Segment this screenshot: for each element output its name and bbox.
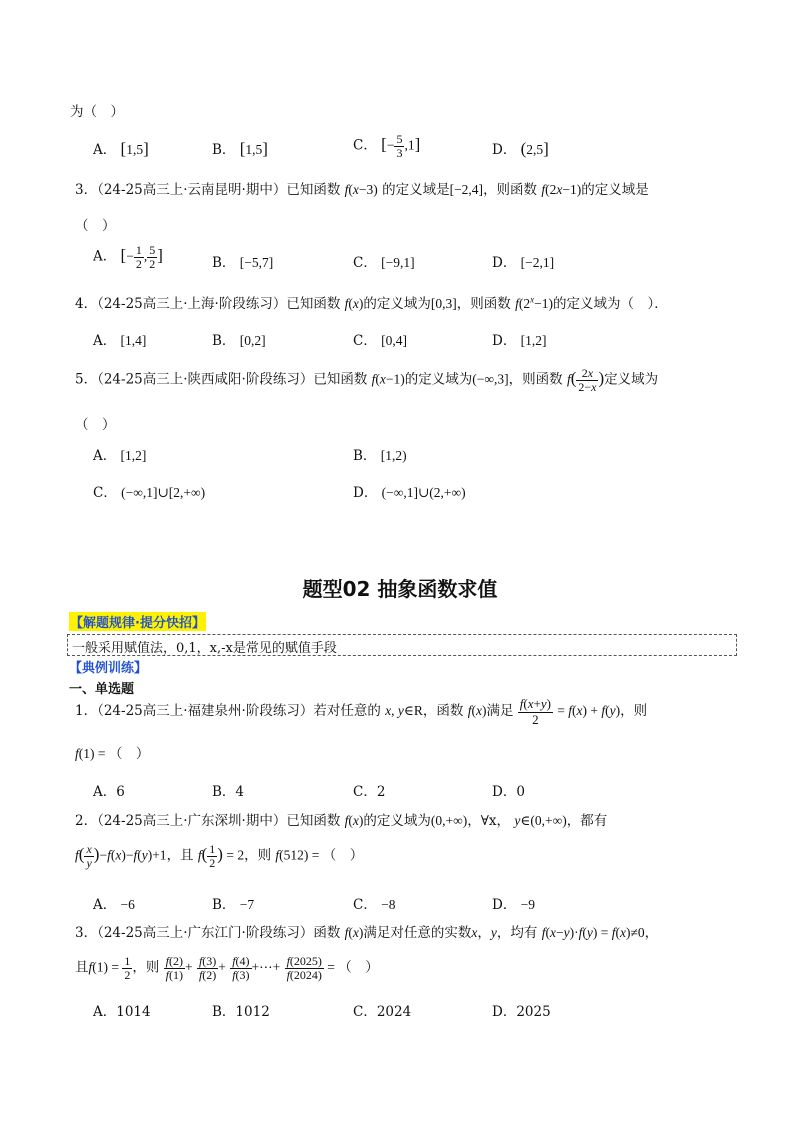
question-2-line2: f( $\frac{x}{y}$ )−f(x)−f(y)+1，且 f( $\frac{1}{2}$ ) = 2，则 f(512) = （ ） <box>75 842 364 870</box>
option-c: C． −8 <box>353 897 396 913</box>
question-3-line2: 且f(1) = $\frac{1}{2}$ ，则 $\frac{f(2)}{f(1)}$ + $\frac{f(3)}{f(2)}$ + $\frac{f(4)}{f(3)}$ +⋯+ $\frac{f(2025)}{f(2024)}$ = （ ） <box>75 954 379 982</box>
option-a: A． −6 <box>93 897 135 913</box>
option-a: A．6 <box>93 784 125 800</box>
option-b: B．1012 <box>212 1004 270 1020</box>
option-b: B． [1,2) <box>353 448 407 464</box>
question-3-abstract: 3．（24-25高三上·广东江门·阶段练习）函数 f(x)满足对任意的实数x，y，均有 f(x−y)·f(y) = f(x)≠0， <box>75 925 659 941</box>
question-1-line2: f(1) = （ ） <box>75 746 150 762</box>
option-a: A． [1,4] <box>93 333 147 349</box>
option-d: D． (−∞,1]∪(2,+∞) <box>353 485 466 501</box>
option-d: D．2025 <box>492 1004 551 1020</box>
example-tag: 【典例训练】 <box>69 661 148 676</box>
question-5-domain: 5．（24-25高三上·陕西咸阳·阶段练习）已知函数 f(x−1)的定义域为(−∞,3]，则函数 f( $\frac{2x}{2-x}$ )定义域为 <box>75 366 659 394</box>
option-d: D．0 <box>492 784 525 800</box>
question-tail: 为（ ） <box>70 104 124 120</box>
option-b: B． [−5,7] <box>212 255 274 271</box>
question-4-domain: 4．（24-25高三上·上海·阶段练习）已知函数 f(x)的定义域为[0,3]，则函数 $f(2^x-1)$的定义域为（ ）． <box>75 294 668 312</box>
option-b: B． −7 <box>212 897 255 913</box>
rule-tag: 【解题规律·提分快招】 <box>69 612 206 631</box>
option-d: D． (2,5] <box>492 139 549 158</box>
option-c: C． [− $\frac{5}{3}$ ,1] <box>353 132 421 160</box>
option-b: B．4 <box>212 784 245 800</box>
option-d: D． [−2,1] <box>492 255 555 271</box>
option-b: B． [0,2] <box>212 333 266 349</box>
option-b: B． [1,5] <box>212 139 268 158</box>
tip-text: 一般采用赋值法，0,1，x,-x是常见的赋值手段 <box>72 641 337 656</box>
question-1-abstract: 1．（24-25高三上·福建泉州·阶段练习）若对任意的 x, y∈R，函数 f(x)满足 $\frac{f(x+y)}{2}$ = f(x) + f(y)，则 <box>75 696 648 727</box>
option-d: D． [1,2] <box>492 333 547 349</box>
option-c: C． [−9,1] <box>353 255 415 271</box>
option-a: A．1014 <box>93 1004 151 1020</box>
answer-paren: （ ） <box>75 218 116 234</box>
question-3-domain: 3．（24-25高三上·云南昆明·期中）已知函数 f(x−3) 的定义域是[−2,4]，则函数 f(2x−1)的定义域是 <box>75 182 649 198</box>
option-a: A． [− $\frac{1}{2}$ , $\frac{5}{2}$ ] <box>93 243 163 271</box>
answer-paren: （ ） <box>75 417 116 433</box>
section-title: 题型02 抽象函数求值 <box>302 577 498 601</box>
question-2-abstract: 2．（24-25高三上·广东深圳·期中）已知函数 f(x)的定义域为(0,+∞)，∀x， y∈(0,+∞)，都有 <box>75 813 608 829</box>
option-d: D． −9 <box>492 897 535 913</box>
option-c: C． (−∞,1]∪[2,+∞) <box>93 485 206 501</box>
option-c: C．2 <box>353 784 386 800</box>
option-c: C．2024 <box>353 1004 412 1020</box>
option-a: A． [1,5] <box>93 139 149 158</box>
section-heading: 一、单选题 <box>69 682 135 697</box>
option-c: C． [0,4] <box>353 333 408 349</box>
option-a: A． [1,2] <box>93 448 147 464</box>
